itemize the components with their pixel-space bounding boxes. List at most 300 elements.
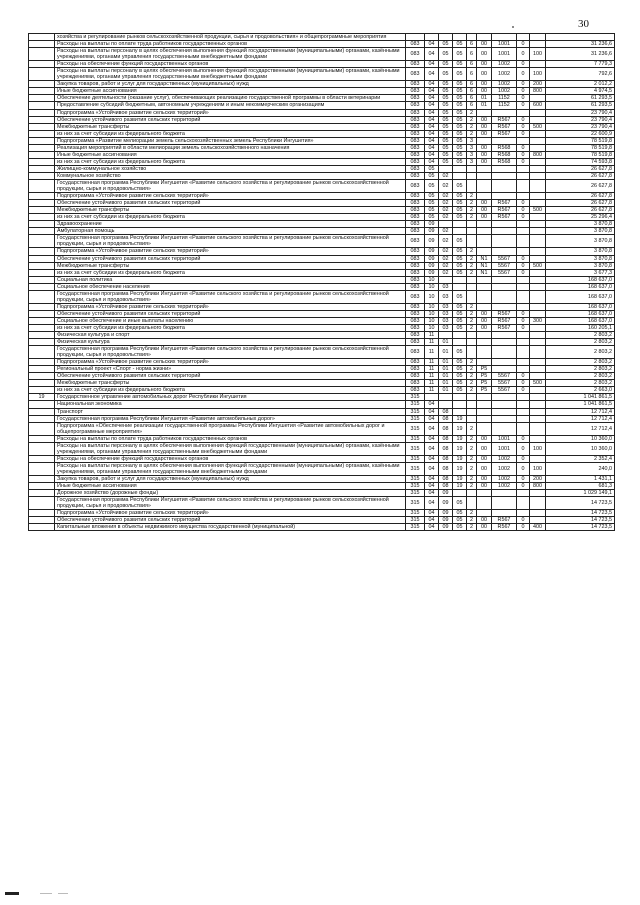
row-amount: 7 779,3 <box>546 61 615 68</box>
code-ministry: 083 <box>406 228 425 235</box>
code-expense-type: 500 <box>530 262 546 269</box>
code-program: 05 <box>453 158 467 165</box>
table-row <box>29 290 615 303</box>
code-digit: 0 <box>517 151 530 158</box>
code-digit <box>517 303 530 310</box>
row-index <box>29 235 55 248</box>
code-ministry: 315 <box>406 442 425 455</box>
row-name: Подпрограмма «Устойчивое развитие сельских территорий» <box>55 193 406 200</box>
code-subsection: 08 <box>439 483 453 490</box>
code-ministry: 083 <box>406 68 425 81</box>
code-expense-type <box>530 235 546 248</box>
code-subprogram: 2 <box>467 359 477 366</box>
code-subprogram <box>467 165 477 172</box>
code-subprogram: 2 <box>467 387 477 394</box>
code-subsection: 03 <box>439 283 453 290</box>
row-name: Региональный проект «Спорт - норма жизни» <box>55 366 406 373</box>
code-ministry: 083 <box>406 276 425 283</box>
code-section <box>425 34 439 41</box>
code-subprogram: 2 <box>467 435 477 442</box>
row-amount: 3 870,8 <box>546 221 615 228</box>
row-amount: 3 870,8 <box>546 228 615 235</box>
code-direction <box>492 235 517 248</box>
code-subprogram: 6 <box>467 61 477 68</box>
code-subprogram <box>467 408 477 415</box>
code-section: 10 <box>425 324 439 331</box>
code-direction <box>492 165 517 172</box>
row-name: Расходы на выплаты персоналу в целях обеспечения выполнения функций государственными (муниципальными) органами, казёнными учреждениями, органами управления государственными внебюджетными фондами <box>55 68 406 81</box>
table-row <box>29 380 615 387</box>
code-digit: 0 <box>517 387 530 394</box>
code-expense-type <box>530 346 546 359</box>
code-direction <box>492 332 517 339</box>
code-section: 04 <box>425 524 439 531</box>
row-amount: 26 627,8 <box>546 179 615 192</box>
code-direction <box>492 394 517 401</box>
code-event: N1 <box>477 255 492 262</box>
code-expense-type: 500 <box>530 380 546 387</box>
code-section: 09 <box>425 221 439 228</box>
code-subprogram <box>467 490 477 497</box>
code-event: P5 <box>477 380 492 387</box>
code-expense-type: 600 <box>530 102 546 109</box>
row-index <box>29 179 55 192</box>
code-direction <box>492 179 517 192</box>
code-digit: 0 <box>517 455 530 462</box>
code-event: 00 <box>477 317 492 324</box>
code-expense-type <box>530 490 546 497</box>
row-amount: 31 236,6 <box>546 41 615 48</box>
code-digit: 0 <box>517 483 530 490</box>
code-section: 05 <box>425 193 439 200</box>
code-subsection: 09 <box>439 524 453 531</box>
code-ministry: 315 <box>406 510 425 517</box>
code-direction <box>492 248 517 255</box>
table-row <box>29 48 615 61</box>
row-name: Подпрограмма «Устойчивое развитие сельских территорий» <box>55 359 406 366</box>
code-event <box>477 415 492 422</box>
row-index <box>29 228 55 235</box>
row-name: Социальное обеспечение и иные выплаты населению <box>55 317 406 324</box>
row-amount: 26 627,8 <box>546 193 615 200</box>
row-index <box>29 144 55 151</box>
code-digit: 0 <box>517 324 530 331</box>
code-direction <box>492 283 517 290</box>
code-expense-type <box>530 283 546 290</box>
code-direction <box>492 34 517 41</box>
table-row <box>29 88 615 95</box>
code-ministry: 083 <box>406 200 425 207</box>
code-digit: 0 <box>517 123 530 130</box>
code-direction: 1002 <box>492 61 517 68</box>
code-subprogram <box>467 179 477 192</box>
code-event: 00 <box>477 88 492 95</box>
code-direction: 1001 <box>492 442 517 455</box>
row-amount: 26 627,8 <box>546 200 615 207</box>
code-subprogram: 6 <box>467 41 477 48</box>
code-section: 04 <box>425 95 439 102</box>
code-digit: 0 <box>517 95 530 102</box>
code-digit: 0 <box>517 255 530 262</box>
table-row <box>29 476 615 483</box>
code-section: 04 <box>425 61 439 68</box>
code-event <box>477 248 492 255</box>
row-amount: 23 790,4 <box>546 116 615 123</box>
code-event <box>477 34 492 41</box>
row-index <box>29 109 55 116</box>
row-amount: 2 803,2 <box>546 339 615 346</box>
code-ministry: 083 <box>406 346 425 359</box>
code-subsection: 05 <box>439 41 453 48</box>
code-subprogram: 2 <box>467 324 477 331</box>
row-amount: 1 431,1 <box>546 476 615 483</box>
code-expense-type <box>530 373 546 380</box>
code-event <box>477 497 492 510</box>
code-event <box>477 276 492 283</box>
table-row <box>29 276 615 283</box>
code-event <box>477 221 492 228</box>
row-amount: 2 803,2 <box>546 346 615 359</box>
row-amount: 168 637,0 <box>546 303 615 310</box>
row-amount: 2 352,4 <box>546 455 615 462</box>
row-index <box>29 408 55 415</box>
code-program: 05 <box>453 497 467 510</box>
code-event: 00 <box>477 310 492 317</box>
row-name: Обеспечение устойчивого развития сельских территорий <box>55 116 406 123</box>
code-event: 00 <box>477 123 492 130</box>
code-direction <box>492 422 517 435</box>
row-amount: 2 803,2 <box>546 366 615 373</box>
row-index <box>29 193 55 200</box>
code-digit: 0 <box>517 517 530 524</box>
table-row <box>29 144 615 151</box>
table-row <box>29 317 615 324</box>
code-digit <box>517 283 530 290</box>
code-event: P5 <box>477 387 492 394</box>
code-event <box>477 165 492 172</box>
table-row <box>29 123 615 130</box>
row-amount: 26 627,8 <box>546 172 615 179</box>
row-name: Национальная экономика <box>55 401 406 408</box>
table-row <box>29 102 615 109</box>
code-subprogram: 6 <box>467 95 477 102</box>
code-ministry: 315 <box>406 394 425 401</box>
code-subsection: 02 <box>439 269 453 276</box>
row-amount: 2 803,2 <box>546 380 615 387</box>
scan-edge-mark <box>58 893 68 894</box>
row-name: Подпрограмма «Обеспечение реализации государственной программы Республики Ингушетия «Развитие автомобильных дорог и общепрограммные мероприятия» <box>55 422 406 435</box>
code-subsection: 02 <box>439 262 453 269</box>
code-subsection: 05 <box>439 109 453 116</box>
code-program <box>453 408 467 415</box>
row-index <box>29 172 55 179</box>
code-digit: 0 <box>517 88 530 95</box>
code-subprogram: 2 <box>467 214 477 221</box>
code-ministry: 083 <box>406 109 425 116</box>
code-program: 05 <box>453 137 467 144</box>
code-ministry: 083 <box>406 158 425 165</box>
table-row <box>29 346 615 359</box>
code-program: 05 <box>453 123 467 130</box>
code-direction: 5567 <box>492 387 517 394</box>
row-name: Подпрограмма «Устойчивое развитие сельских территорий» <box>55 303 406 310</box>
code-direction: 1002 <box>492 462 517 475</box>
row-index <box>29 290 55 303</box>
row-index <box>29 497 55 510</box>
code-section: 04 <box>425 401 439 408</box>
row-name: из них за счет субсидии из федерального бюджета <box>55 158 406 165</box>
table-row <box>29 303 615 310</box>
code-event: 00 <box>477 524 492 531</box>
code-expense-type <box>530 408 546 415</box>
code-program <box>453 172 467 179</box>
code-ministry: 315 <box>406 462 425 475</box>
code-event: P5 <box>477 366 492 373</box>
code-subsection <box>439 221 453 228</box>
code-event <box>477 193 492 200</box>
row-name: Дорожное хозяйство (дорожные фонды) <box>55 490 406 497</box>
row-amount: 4 974,5 <box>546 88 615 95</box>
code-event: 00 <box>477 158 492 165</box>
row-index <box>29 435 55 442</box>
code-section: 09 <box>425 235 439 248</box>
code-event: 00 <box>477 41 492 48</box>
row-amount <box>546 34 615 41</box>
code-direction: R567 <box>492 123 517 130</box>
code-subsection: 01 <box>439 373 453 380</box>
code-subsection: 09 <box>439 517 453 524</box>
code-event: 01 <box>477 102 492 109</box>
row-name: Подпрограмма «Развитие мелиорации земель сельскохозяйственных земель Республики Ингушетия» <box>55 137 406 144</box>
table-row <box>29 310 615 317</box>
code-subprogram <box>467 415 477 422</box>
code-direction <box>492 339 517 346</box>
code-direction <box>492 366 517 373</box>
code-event: 00 <box>477 442 492 455</box>
row-index <box>29 165 55 172</box>
code-expense-type: 100 <box>530 442 546 455</box>
code-event: 01 <box>477 95 492 102</box>
code-event <box>477 339 492 346</box>
code-direction: 1152 <box>492 95 517 102</box>
row-name: Государственное управление автомобильных дорог Республики Ингушетия <box>55 394 406 401</box>
code-direction: 1002 <box>492 68 517 81</box>
row-index <box>29 303 55 310</box>
code-section: 04 <box>425 68 439 81</box>
code-expense-type <box>530 255 546 262</box>
row-index <box>29 48 55 61</box>
code-direction: 5567 <box>492 255 517 262</box>
code-program: 19 <box>453 435 467 442</box>
row-index <box>29 61 55 68</box>
code-program: 05 <box>453 214 467 221</box>
code-direction <box>492 415 517 422</box>
code-digit <box>517 290 530 303</box>
table-row <box>29 109 615 116</box>
code-subprogram: 2 <box>467 109 477 116</box>
code-event: 00 <box>477 435 492 442</box>
code-program: 05 <box>453 359 467 366</box>
code-section: 04 <box>425 158 439 165</box>
row-index <box>29 517 55 524</box>
row-index <box>29 317 55 324</box>
code-program: 05 <box>453 262 467 269</box>
code-digit <box>517 276 530 283</box>
row-index <box>29 116 55 123</box>
code-section: 04 <box>425 490 439 497</box>
code-direction: 5567 <box>492 373 517 380</box>
code-subsection: 05 <box>439 123 453 130</box>
row-name: Расходы на выплаты персоналу в целях обеспечения выполнения функций государственными (муниципальными) органами, казёнными учреждениями, органами управления государственными внебюджетными фондами <box>55 462 406 475</box>
code-subprogram: 6 <box>467 88 477 95</box>
code-event: 00 <box>477 68 492 81</box>
table-row <box>29 269 615 276</box>
code-section: 10 <box>425 283 439 290</box>
table-row <box>29 68 615 81</box>
code-subsection: 09 <box>439 490 453 497</box>
code-expense-type <box>530 303 546 310</box>
code-expense-type: 100 <box>530 462 546 475</box>
code-ministry: 083 <box>406 144 425 151</box>
code-section: 04 <box>425 48 439 61</box>
code-section: 05 <box>425 207 439 214</box>
row-name: Расходы на выплаты по оплате труда работников государственных органов <box>55 41 406 48</box>
row-index <box>29 332 55 339</box>
code-subprogram: 2 <box>467 123 477 130</box>
code-event: 00 <box>477 483 492 490</box>
code-expense-type <box>530 165 546 172</box>
code-digit: 0 <box>517 269 530 276</box>
code-program <box>453 401 467 408</box>
code-ministry: 083 <box>406 95 425 102</box>
row-name: Транспорт <box>55 408 406 415</box>
row-name: Предоставление субсидий бюджетным, автономным учреждениям и иным некоммерческим организациям <box>55 102 406 109</box>
row-amount: 23 790,4 <box>546 109 615 116</box>
row-amount: 78 519,8 <box>546 151 615 158</box>
scan-edge-mark <box>40 893 52 894</box>
code-program: 05 <box>453 200 467 207</box>
code-subsection: 01 <box>439 380 453 387</box>
code-direction: 5567 <box>492 269 517 276</box>
code-digit <box>517 172 530 179</box>
scan-dot <box>512 26 514 28</box>
code-event <box>477 137 492 144</box>
row-index <box>29 476 55 483</box>
code-subprogram: 2 <box>467 303 477 310</box>
table-row <box>29 408 615 415</box>
row-index <box>29 442 55 455</box>
row-name: Социальная политика <box>55 276 406 283</box>
code-section: 04 <box>425 497 439 510</box>
row-name: из них за счет субсидии из федерального бюджета <box>55 214 406 221</box>
code-expense-type: 200 <box>530 81 546 88</box>
row-amount: 2 803,2 <box>546 332 615 339</box>
code-direction: 5567 <box>492 380 517 387</box>
code-program: 19 <box>453 476 467 483</box>
code-section: 04 <box>425 123 439 130</box>
row-index <box>29 366 55 373</box>
row-index <box>29 137 55 144</box>
code-subsection: 09 <box>439 497 453 510</box>
table-row <box>29 165 615 172</box>
code-program: 05 <box>453 510 467 517</box>
code-ministry: 083 <box>406 116 425 123</box>
code-event <box>477 235 492 248</box>
code-section: 09 <box>425 248 439 255</box>
code-subprogram: 6 <box>467 68 477 81</box>
code-section: 04 <box>425 81 439 88</box>
code-subprogram: 2 <box>467 248 477 255</box>
row-index <box>29 262 55 269</box>
code-program: 05 <box>453 303 467 310</box>
code-program: 05 <box>453 102 467 109</box>
code-event: 00 <box>477 214 492 221</box>
code-ministry: 083 <box>406 262 425 269</box>
code-expense-type: 800 <box>530 483 546 490</box>
code-program: 19 <box>453 455 467 462</box>
code-direction: R567 <box>492 130 517 137</box>
code-program: 05 <box>453 144 467 151</box>
row-index <box>29 510 55 517</box>
row-name: из них за счет субсидии из федерального бюджета <box>55 130 406 137</box>
row-index <box>29 455 55 462</box>
code-direction: R567 <box>492 317 517 324</box>
code-program: 05 <box>453 324 467 331</box>
row-index <box>29 34 55 41</box>
code-direction <box>492 359 517 366</box>
row-index <box>29 102 55 109</box>
table-row <box>29 214 615 221</box>
table-row <box>29 366 615 373</box>
code-section: 04 <box>425 88 439 95</box>
code-ministry: 083 <box>406 130 425 137</box>
row-name: Амбулаторная помощь <box>55 228 406 235</box>
row-amount: 1 041 861,5 <box>546 394 615 401</box>
code-section: 09 <box>425 255 439 262</box>
code-section: 04 <box>425 41 439 48</box>
code-program: 05 <box>453 68 467 81</box>
code-section: 04 <box>425 442 439 455</box>
code-expense-type: 300 <box>530 317 546 324</box>
code-digit: 0 <box>517 61 530 68</box>
code-subprogram: 2 <box>467 255 477 262</box>
table-row <box>29 81 615 88</box>
code-section: 04 <box>425 415 439 422</box>
code-digit <box>517 193 530 200</box>
table-row <box>29 497 615 510</box>
code-digit <box>517 510 530 517</box>
row-index <box>29 483 55 490</box>
table-row <box>29 524 615 531</box>
code-event <box>477 490 492 497</box>
code-event: 00 <box>477 61 492 68</box>
row-name: Межбюджетные трансферты <box>55 262 406 269</box>
code-section: 04 <box>425 102 439 109</box>
row-name: Обеспечение устойчивого развития сельских территорий <box>55 517 406 524</box>
code-section: 11 <box>425 346 439 359</box>
code-digit <box>517 408 530 415</box>
code-program: 05 <box>453 193 467 200</box>
row-index <box>29 221 55 228</box>
code-digit: 0 <box>517 373 530 380</box>
code-subprogram: 2 <box>467 442 477 455</box>
row-amount: 3 870,8 <box>546 235 615 248</box>
row-amount: 26 627,8 <box>546 207 615 214</box>
code-program: 05 <box>453 524 467 531</box>
code-expense-type <box>530 422 546 435</box>
code-ministry: 083 <box>406 366 425 373</box>
code-event: 00 <box>477 207 492 214</box>
